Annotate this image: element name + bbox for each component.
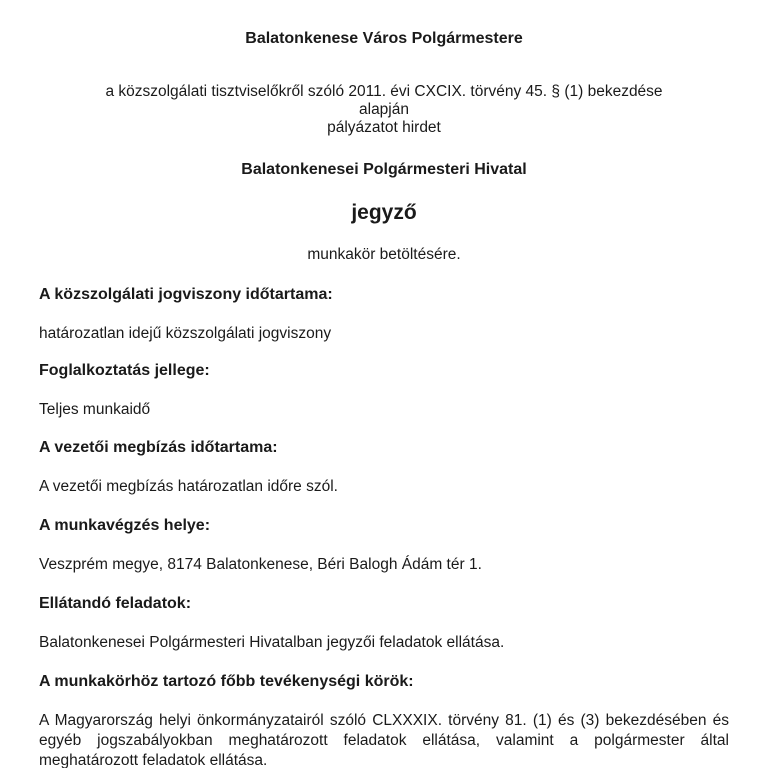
section-body: Veszprém megye, 8174 Balatonkenese, Béri Balogh Ádám tér 1. bbox=[39, 556, 482, 573]
section-heading: Ellátandó feladatok: bbox=[39, 595, 192, 612]
section-management-duration bbox=[39, 438, 729, 497]
section-body: A vezetői megbízás határozatlan időre szól. bbox=[39, 478, 338, 495]
position-subtitle: munkakör betöltésére. bbox=[307, 246, 461, 263]
section-body: Balatonkenesei Polgármesteri Hivatalban jegyzői feladatok ellátása. bbox=[39, 634, 505, 651]
intro-line-3: pályázatot hirdet bbox=[327, 119, 441, 136]
position-title: jegyző bbox=[351, 201, 417, 224]
section-duration bbox=[39, 285, 729, 344]
section-body: határozatlan idejű közszolgálati jogviszony bbox=[39, 325, 332, 342]
section-employment-type bbox=[39, 361, 729, 420]
document-title: Balatonkenese Város Polgármestere bbox=[245, 30, 523, 47]
section-heading: A munkavégzés helye: bbox=[39, 517, 211, 534]
section-tasks bbox=[39, 594, 729, 653]
section-heading: Foglalkoztatás jellege: bbox=[39, 362, 210, 379]
section-body: A Magyarország helyi önkormányzatairól szóló CLXXXIX. törvény 81. (1) és (3) bekezdésében és egyéb jogszabályokban meghatározott feladatok ellátása, valamint a polgármester által meghatározott feladatok ellátása. bbox=[39, 712, 729, 768]
intro-line-2: alapján bbox=[359, 101, 409, 118]
section-main-activities bbox=[39, 672, 729, 768]
section-heading: A közszolgálati jogviszony időtartama: bbox=[39, 286, 333, 303]
intro-line-1: a közszolgálati tisztviselőkről szóló 2011. évi CXCIX. törvény 45. § (1) bekezdése bbox=[105, 83, 663, 100]
section-heading: A vezetői megbízás időtartama: bbox=[39, 439, 278, 456]
section-heading: A munkakörhöz tartozó főbb tevékenységi körök: bbox=[39, 673, 414, 690]
intro-text bbox=[0, 83, 768, 137]
section-body: Teljes munkaidő bbox=[39, 401, 151, 418]
section-workplace bbox=[39, 516, 729, 575]
office-name: Balatonkenesei Polgármesteri Hivatal bbox=[241, 161, 527, 178]
